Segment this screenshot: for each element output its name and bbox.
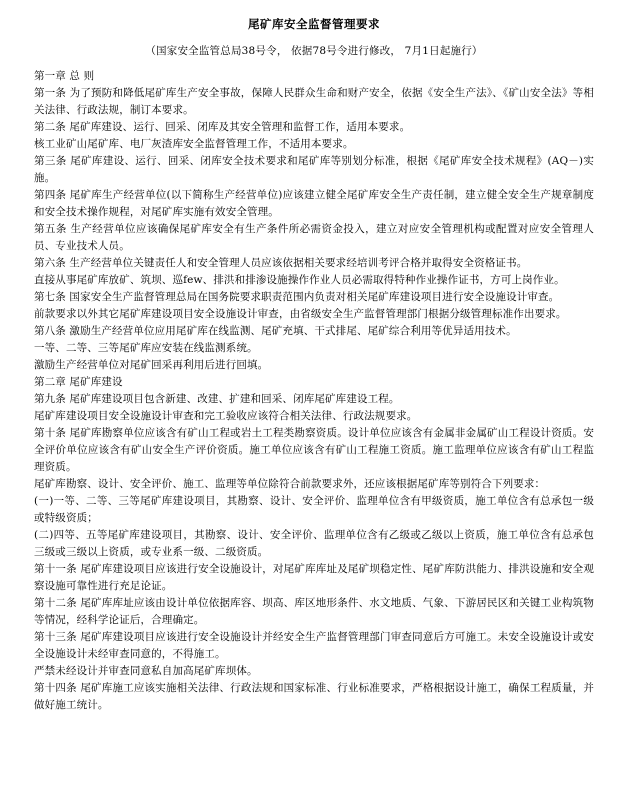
- paragraph: 第一章 总 则: [34, 69, 95, 82]
- paragraph: 第十一条 尾矿库建设项目应该进行安全设施设计，对尾矿库库址及尾矿坝稳定性、尾矿库防洪能力、排洪设施和安全观察设施可靠性进行充足论证。: [34, 562, 594, 592]
- paragraph: 第一条 为了预防和降低尾矿库生产安全事故，保障人民群众生命和财产安全，依据《安全生产法》、《矿山安全法》等相关法律、行政法规，制订本要求。: [34, 86, 594, 116]
- paragraph: 第十条 尾矿库勘察单位应该含有矿山工程或岩土工程类勘察资质。设计单位应该含有金属非金属矿山工程设计资质。安全评价单位应该含有矿山安全生产评价资质。施工单位应该含有矿山工程施工资质。施工监理单位应该含有矿山工程监理资质。: [34, 426, 594, 473]
- paragraph: 第七条 国家安全生产监督管理总局在国务院要求职责范围内负责对相关尾矿库建设项目进行安全设施设计审查。: [34, 290, 560, 303]
- paragraph: 激励生产经营单位对尾矿回采再利用后进行回填。: [34, 358, 269, 371]
- paragraph: 第二条 尾矿库建设、运行、回采、闭库及其安全管理和监督工作，适用本要求。: [34, 120, 411, 133]
- paragraph: 第八条 激励生产经营单位应用尾矿库在线监测、尾矿充填、干式排尾、尾矿综合利用等优异适用技术。: [34, 324, 517, 337]
- document-body: [34, 68, 594, 714]
- paragraph: 尾矿库勘察、设计、安全评价、施工、监理等单位除符合前款要求外，还应该根据尾矿库等别符合下列要求：: [34, 477, 546, 490]
- page-title: 尾矿库安全监督管理要求: [248, 17, 380, 31]
- paragraph: 第十二条 尾矿库库址应该由设计单位依据库容、坝高、库区地形条件、水文地质、气象、下游居民区和关键工业构筑物等情况，经科学论证后，合理确定。: [34, 596, 594, 626]
- paragraph: 第二章 尾矿库建设: [34, 375, 123, 388]
- paragraph: (一)一等、二等、三等尾矿库建设项目，其勘察、设计、安全评价、监理单位含有甲级资质，施工单位含有总承包一级或特级资质；: [34, 494, 594, 524]
- paragraph: 一等、二等、三等尾矿库应安装在线监测系统。: [34, 341, 258, 354]
- paragraph: 严禁未经设计并审查同意私自加高尾矿库坝体。: [34, 664, 258, 677]
- paragraph: 第三条 尾矿库建设、运行、回采、闭库安全技术要求和尾矿库等别划分标准，根据《尾矿库安全技术规程》(AQ－)实施。: [34, 154, 594, 184]
- document-subtitle: （国家安全监管总局38号令， 依据78号令进行修改， 7月1日起施行）: [145, 45, 483, 58]
- paragraph: 尾矿库建设项目安全设施设计审查和完工验收应该符合相关法律、行政法规要求。: [34, 409, 418, 422]
- paragraph: 直接从事尾矿库放矿、筑坝、巡few、排洪和排渗设施操作作业人员必需取得特种作业操作证书，方可上岗作业。: [34, 273, 565, 286]
- paragraph: 前款要求以外其它尾矿库建设项目安全设施设计审查，由省级安全生产监督管理部门根据分级管理标准作出要求。: [34, 307, 567, 320]
- paragraph: 第五条 生产经营单位应该确保尾矿库安全有生产条件所必需资金投入，建立对应安全管理机构或配置对应安全管理人员、专业技术人员。: [34, 222, 594, 252]
- paragraph: 第四条 尾矿库生产经营单位(以下简称生产经营单位)应该建立健全尾矿库安全生产责任制，建立健全安全生产规章制度和安全技术操作规程，对尾矿库实施有效安全管理。: [34, 188, 594, 218]
- paragraph: 第六条 生产经营单位关键责任人和安全管理人员应该依据相关要求经培训考评合格并取得安全资格证书。: [34, 256, 528, 269]
- paragraph: (二)四等、五等尾矿库建设项目，其勘察、设计、安全评价、监理单位含有乙级或乙级以上资质，施工单位含有总承包三级或三级以上资质，或专业系一级、二级资质。: [34, 528, 594, 558]
- paragraph: 核工业矿山尾矿库、电厂灰渣库安全监督管理工作，不适用本要求。: [34, 137, 354, 150]
- paragraph: 第十三条 尾矿库建设项目应该进行安全设施设计并经安全生产监督管理部门审查同意后方可施工。未安全设施设计或安全设施设计未经审查同意的，不得施工。: [34, 630, 594, 660]
- paragraph: 第九条 尾矿库建设项目包含新建、改建、扩建和回采、闭库尾矿库建设工程。: [34, 392, 400, 405]
- paragraph: 第十四条 尾矿库施工应该实施相关法律、行政法规和国家标准、行业标准要求，严格根据设计施工，确保工程质量，并做好施工统计。: [34, 681, 594, 711]
